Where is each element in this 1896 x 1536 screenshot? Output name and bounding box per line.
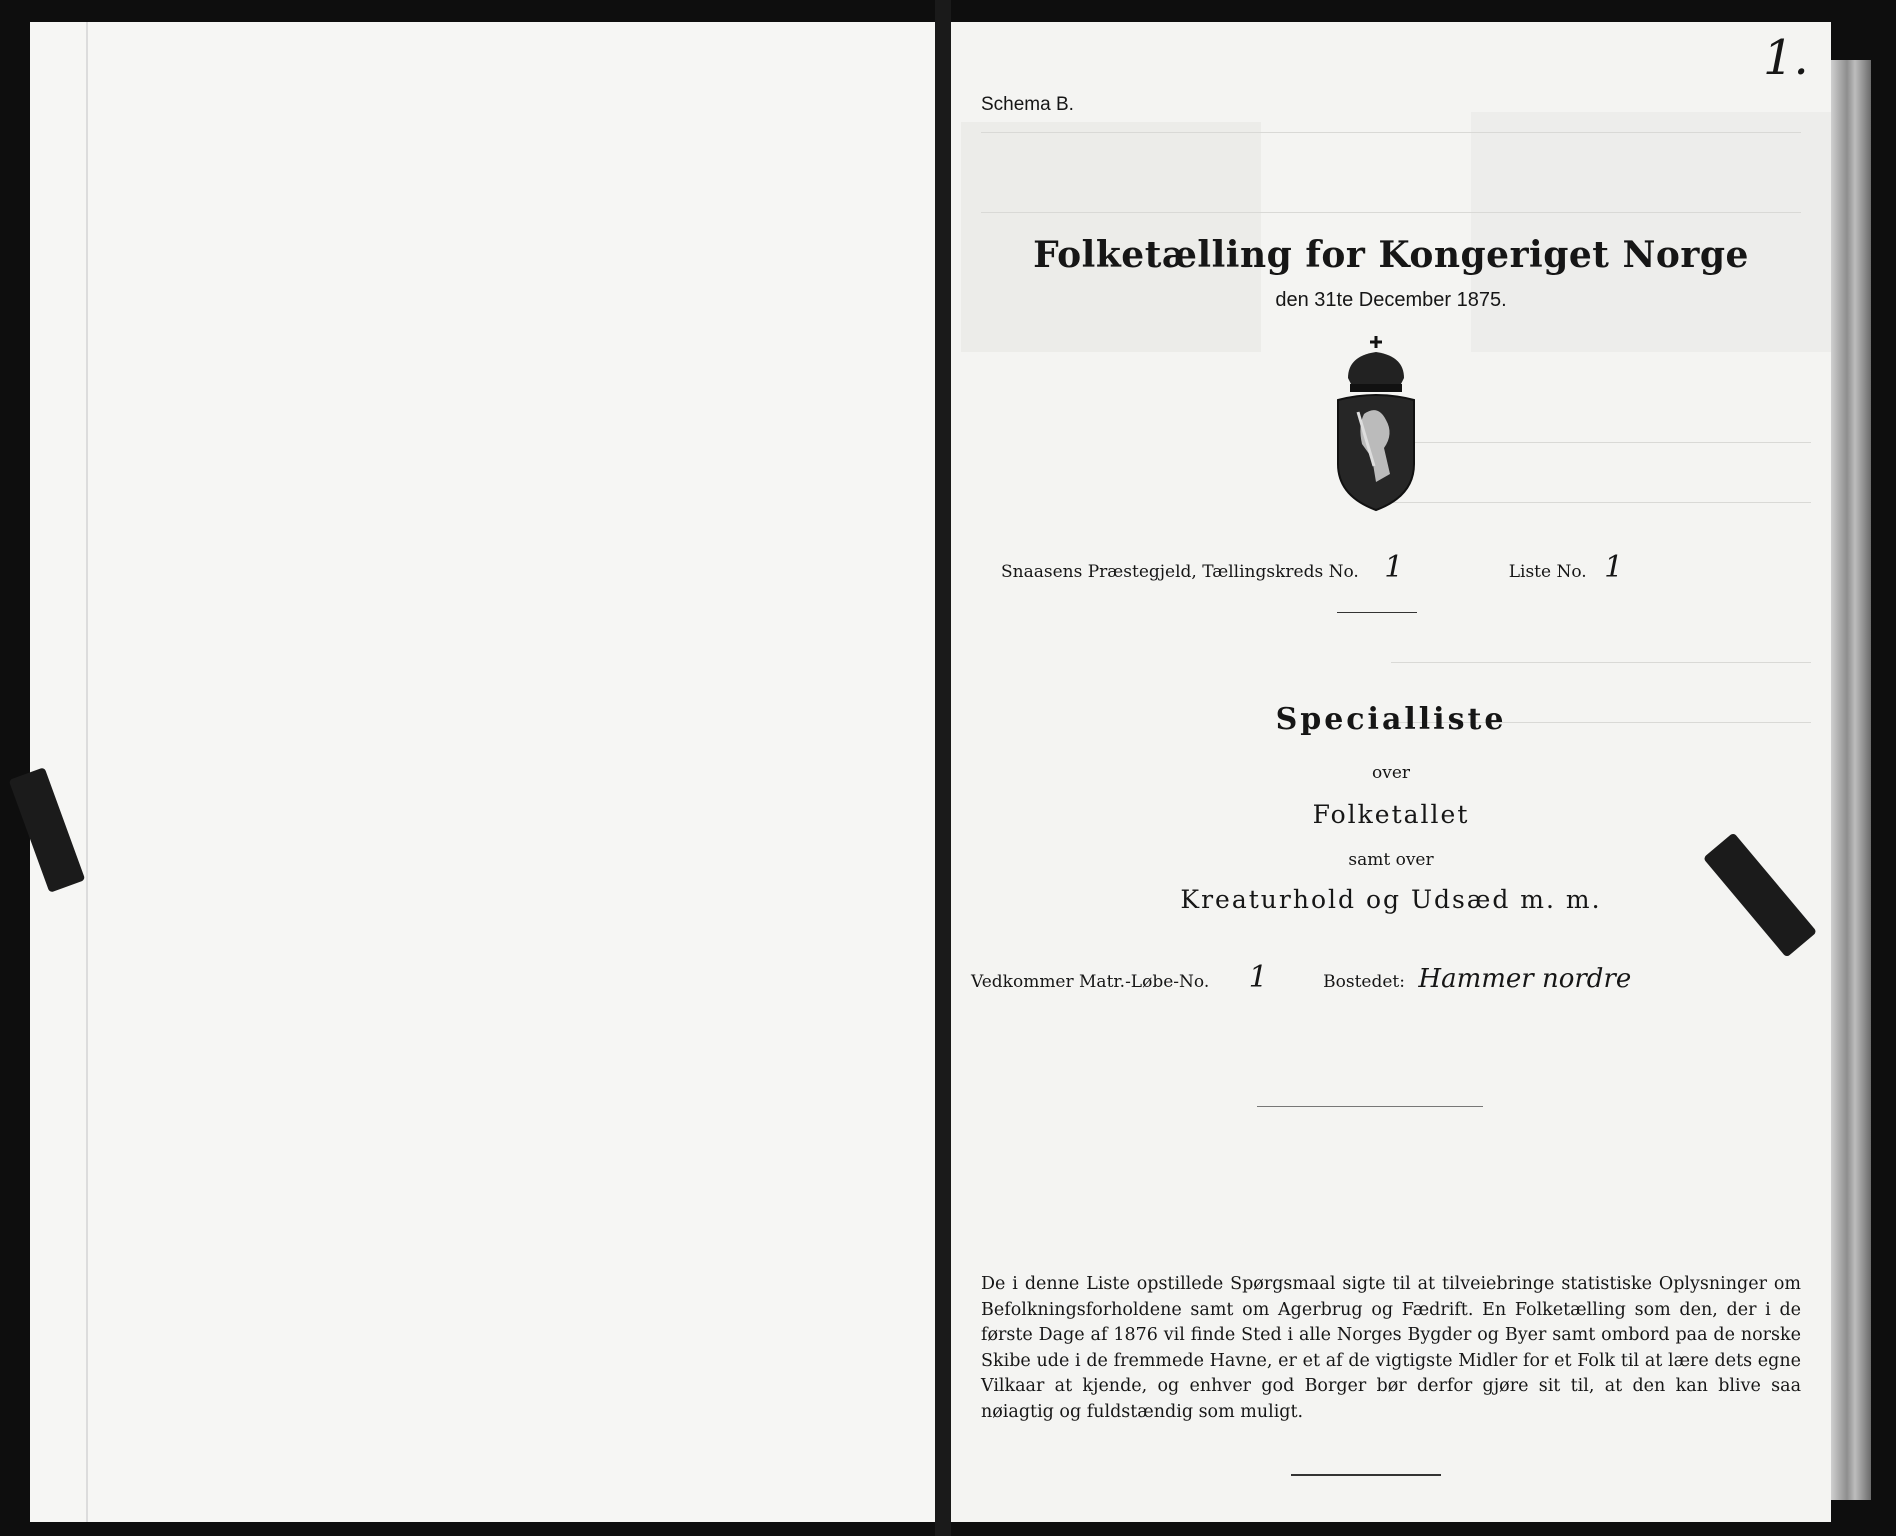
bleed-through-right-table	[1471, 112, 1831, 352]
divider-rule	[1257, 1106, 1483, 1107]
list-label: Liste No.	[1508, 562, 1587, 582]
bleed-through-line	[981, 212, 1801, 213]
census-date: den 31te December 1875.	[1275, 289, 1507, 311]
bleed-through-line	[981, 132, 1801, 133]
bleed-through-line	[1391, 662, 1811, 663]
census-title: Folketælling for Kongeriget Norge	[1033, 234, 1749, 276]
over-text: over	[1371, 763, 1411, 783]
samt-over-text: samt over	[1348, 850, 1434, 870]
list-value: 1	[1604, 550, 1624, 585]
divider-rule	[1337, 612, 1417, 613]
book-gutter	[935, 0, 951, 1536]
specialliste-heading: Specialliste	[1275, 702, 1507, 737]
bleed-through-line	[1391, 442, 1811, 443]
kreaturhold-heading: Kreaturhold og Udsæd m. m.	[1180, 885, 1602, 914]
district-line	[1001, 550, 1623, 585]
left-page-fold-line	[86, 22, 88, 1522]
tally-district-label: Tællingskreds No.	[1202, 562, 1359, 582]
matrikkel-line	[971, 960, 1631, 995]
tally-district-value: 1	[1384, 550, 1404, 585]
folketallet-heading: Folketallet	[1312, 800, 1470, 829]
bleed-through-line	[1391, 502, 1811, 503]
norway-coat-of-arms-icon	[1328, 334, 1424, 514]
handwritten-page-number: 1.	[1763, 30, 1809, 86]
left-blank-page	[30, 22, 935, 1522]
bosted-value: Hammer nordre	[1418, 964, 1632, 994]
matr-value: 1	[1248, 960, 1268, 995]
matr-label: Vedkommer Matr.-Løbe-No.	[971, 972, 1210, 992]
parish-name: Snaasens Præstegjeld,	[1001, 562, 1197, 582]
page-edges	[1831, 60, 1871, 1500]
instructions-paragraph: De i denne Liste opstillede Spørgsmaal sigte til at tilveiebringe statistiske Oplysninger om Befolkningsforholdene samt om Agerbrug og Fædrift. En Folketælling som den, der i de første Dage af 1876 vil finde Sted i alle Norges Bygder og Byer samt ombord paa de norske Skibe ude i de fremmede Havne, er et af de vigtigste Midler for et Folk til at lære dets egne Vilkaar at kjende, og enhver god Borger bør derfor gjøre sit til, at den kan blive saa nøiagtig og fuldstændig som muligt.	[981, 1274, 1801, 1422]
schema-label: Schema B.	[981, 94, 1074, 115]
bosted-label: Bostedet:	[1323, 972, 1405, 992]
right-census-page	[951, 22, 1831, 1522]
bottom-rule	[1291, 1474, 1441, 1476]
